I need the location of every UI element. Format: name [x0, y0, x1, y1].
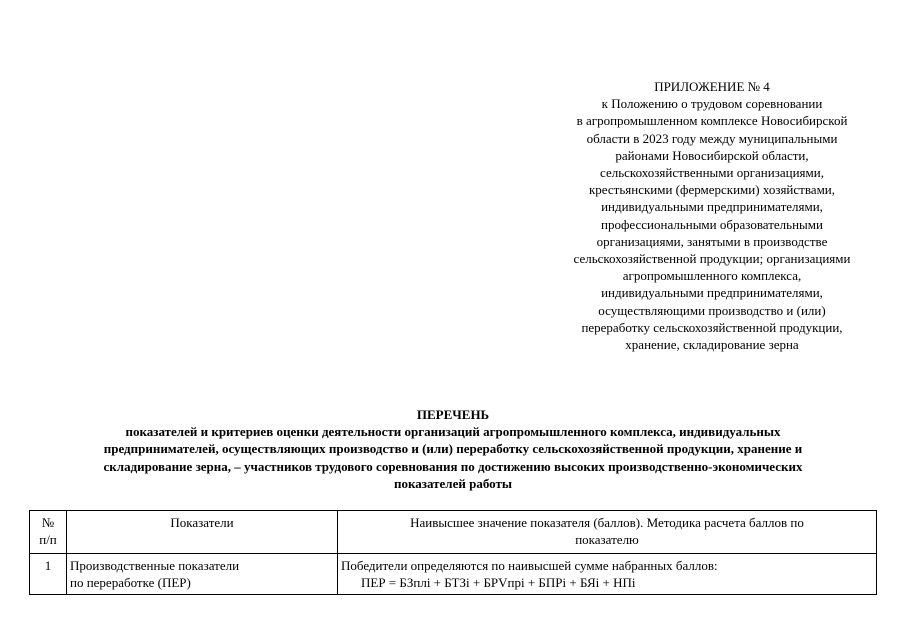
table-header-row [30, 511, 877, 554]
appendix-line: организациями, занятыми в производстве [596, 233, 828, 249]
title-line: предпринимателей, осуществляющих производство и (или) переработку сельскохозяйственной продукции, хранение и [103, 441, 803, 457]
row-indicator [67, 554, 338, 595]
appendix-header [548, 78, 876, 353]
criteria-table [29, 510, 877, 595]
row-formula: ПЕР = БЗплi + БТЗi + БРVпрi + БПРi + БЯi + НПi [361, 575, 636, 590]
header-indicators: Показатели [67, 511, 338, 554]
title-line: складирование зерна, – участников трудового соревнования по достижению высоких производственно-экономических [103, 458, 803, 474]
appendix-line: к Положению о трудовом соревновании [601, 96, 823, 112]
appendix-line: хранение, складирование зерна [625, 337, 799, 353]
document-title [20, 406, 886, 492]
row-method-text: Победители определяются по наивысшей сумме набранных баллов: [341, 558, 718, 573]
title-heading: ПЕРЕЧЕНЬ [416, 407, 490, 422]
row-method [338, 554, 877, 595]
header-number [30, 511, 67, 554]
appendix-line: области в 2023 году между муниципальными [586, 130, 838, 146]
row-number: 1 [30, 554, 67, 595]
header-method-line: Наивысшее значение показателя (баллов). Методика расчета баллов по [410, 515, 804, 530]
row-indicator-line: Производственные показатели [70, 558, 240, 573]
row-indicator-line: по переработке (ПЕР) [70, 575, 191, 590]
appendix-line: осуществляющими производство и (или) [598, 302, 826, 318]
appendix-line: профессиональными образовательными [601, 216, 823, 232]
appendix-line: агропромышленного комплекса, [622, 268, 802, 284]
appendix-line: сельскохозяйственной продукции; организациями [573, 251, 851, 267]
title-line: показателей и критериев оценки деятельности организаций агропромышленного комплекса, индивидуальных [125, 424, 781, 440]
table-row [30, 554, 877, 595]
appendix-line: индивидуальными предпринимателями, [601, 199, 823, 215]
appendix-line: сельскохозяйственными организациями, [600, 165, 824, 181]
title-line: показателей работы [393, 475, 513, 491]
header-number-line: п/п [39, 532, 57, 547]
appendix-line: переработку сельскохозяйственной продукции, [581, 319, 843, 335]
header-number-line: № [41, 515, 55, 530]
appendix-title: ПРИЛОЖЕНИЕ № 4 [654, 79, 770, 94]
header-method [338, 511, 877, 554]
appendix-line: в агропромышленном комплексе Новосибирской [576, 113, 848, 129]
header-method-line: показателю [575, 532, 639, 547]
appendix-line: крестьянскими (фермерскими) хозяйствами, [588, 182, 836, 198]
appendix-line: индивидуальными предпринимателями, [601, 285, 823, 301]
appendix-line: районами Новосибирской области, [615, 147, 809, 163]
